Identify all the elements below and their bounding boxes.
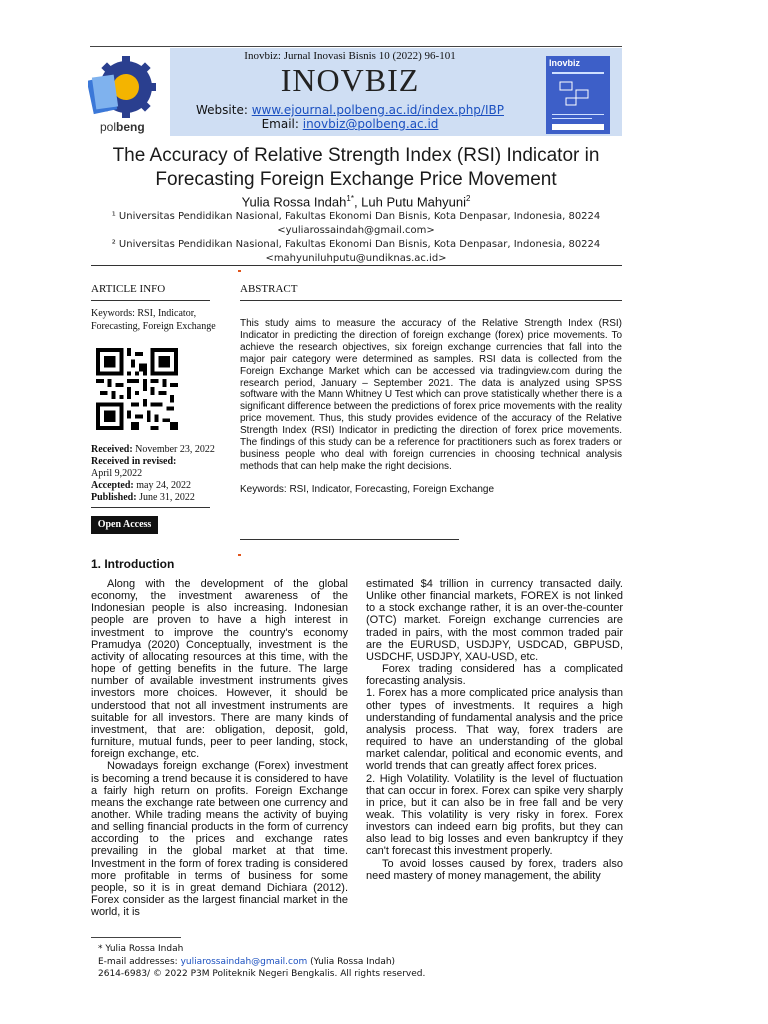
website-line: Website: www.ejournal.polbeng.ac.id/index.php/IBP — [196, 103, 504, 117]
abstract-bottom-rule — [240, 539, 459, 540]
footnote-author: * Yulia Rossa Indah — [98, 944, 184, 954]
paragraph: 1. Forex has a more complicated price analysis than other types of investments. It requires a high understanding of fundamental analysis and the price analysis process. That way, forex traders are required to have an understanding of the global market calendar, political and economic events, and world trends that can greatly affect forex prices. — [366, 687, 623, 773]
body-column-right — [366, 578, 623, 882]
footnote-email-link[interactable]: yuliarossaindah@gmail.com — [180, 957, 308, 967]
footnote-rule — [91, 937, 181, 938]
affiliation-1-email: <yuliarossaindah@gmail.com> — [277, 225, 435, 236]
section-heading-introduction: 1. Introduction — [91, 557, 175, 571]
dates-rule — [91, 507, 210, 508]
article-keywords: Keywords: RSI, Indicator, Forecasting, Foreign Exchange — [91, 308, 216, 332]
email-line: Email: inovbiz@polbeng.ac.id — [261, 117, 439, 131]
paragraph: 2. High Volatility. Volatility is the level of fluctuation that can occur in forex. Forex can spike very sharply in price, but it can also be in free fall and be very weak. This volatility is very risky in forex. Forex investors can indeed earn big profits, but they can also lead to big losses and even bankruptcy if they can't forecast this investment properly. — [366, 772, 623, 858]
open-access-badge: Open Access — [91, 516, 158, 534]
red-mark-2 — [238, 554, 241, 556]
qr-code-icon — [96, 348, 178, 430]
email-link[interactable]: inovbiz@polbeng.ac.id — [302, 117, 439, 131]
journal-brand: INOVBIZ — [280, 62, 420, 98]
article-dates: Received: November 23, 2022 Received in revised: April 9,2022 Accepted: may 24, 2022 Published: June 31, 2022 — [91, 444, 215, 503]
journal-citation: Inovbiz: Jurnal Inovasi Bisnis 10 (2022) 96-101 — [244, 50, 456, 62]
cover-title: Inovbiz — [549, 58, 580, 68]
footnote-email: E-mail addresses: yuliarossaindah@gmail.com (Yulia Rossa Indah) — [98, 957, 396, 967]
red-mark — [238, 270, 241, 272]
abstract-heading: ABSTRACT — [240, 283, 298, 295]
affiliation-1: ¹ Universitas Pendidikan Nasional, Fakultas Ekonomi Dan Bisnis, Kota Denpasar, Indonesia, 80224 — [111, 211, 601, 222]
paragraph: Forex trading considered has a complicated forecasting analysis. — [366, 663, 623, 688]
abstract-text: This study aims to measure the accuracy of the Relative Strength Index (RSI) Indicator in predicting the direction of foreign exchange (forex) price movements. To achieve the research objectives, six foreign exchange currencies that fall into the major pair category were determined as samples. RSI data is collected from the Foreign Exchange Market which can be accessed via tradingview.com during the research period, January – September 2021. The data is analyzed using SPSS software with the Mann Whitney U Test which can prove statistically whether there is a significant difference between the predictions of forex price movements with the reality price movement. Thus, this study provides evidence of the accuracy of the Relative Strength Index (RSI) Indicator in predicting the direction of forex price movements. The findings of this study can be a reference for practitioners such as forex traders or business people who deal with foreign currencies in choosing technical analysis methods that can help make the right decisions. — [240, 318, 622, 472]
body-column-left — [91, 578, 348, 918]
paragraph: Along with the development of the global economy, the investment awareness of the Indonesian people is also increasing. Indonesian people are proven to have a high interest in investment to improve the country's economy Pramudya (2020) Conceptually, investment is the activity of allocating resources at this time, with the hope of getting benefits in the future. The large number of available investment instruments gives investors more choices. However, it should be understood that not all investment instruments are suitable for all investors. There are many kinds of investment, that are: obligation, deposit, gold, furniture, mutual funds, peer to peer landing, stock, foreign exchange, etc. — [91, 578, 348, 761]
top-rule — [90, 46, 622, 47]
polbeng-logo-icon — [88, 54, 160, 120]
affiliation-2-email: <mahyuniluhputu@undiknas.ac.id> — [265, 253, 447, 264]
website-link[interactable]: www.ejournal.polbeng.ac.id/index.php/IBP — [251, 103, 504, 117]
footnote-copyright: 2614-6983/ © 2022 P3M Politeknik Negeri Bengkalis. All rights reserved. — [98, 969, 426, 979]
abstract-keywords: Keywords: RSI, Indicator, Forecasting, Foreign Exchange — [240, 484, 495, 495]
affiliation-2: ² Universitas Pendidikan Nasional, Fakultas Ekonomi Dan Bisnis, Kota Denpasar, Indonesia, 80224 — [111, 239, 601, 250]
title-rule — [91, 265, 622, 266]
paragraph: estimated $4 trillion in currency transacted daily. Unlike other financial markets, FOREX is not linked to a stock exchange rather, it is an over-the-counter (OTC) market. Foreign exchange currencies are traded in pairs, with the most common traded pair are the EURUSD, USDJPY, USDCAD, GBPUSD, USDCHF, USDJPY, XAU-USD, etc. — [366, 578, 623, 663]
logo-wordmark: polbeng — [100, 120, 145, 134]
author-line: Yulia Rossa Indah$^{1*}$, Luh Putu Mahyuni$^2$ — [241, 194, 471, 210]
article-info-rule — [91, 300, 210, 301]
paragraph: To avoid losses caused by forex, traders also need mastery of money management, the ability — [366, 857, 623, 882]
article-info-heading: ARTICLE INFO — [91, 283, 166, 295]
paper-title: The Accuracy of Relative Strength Index (RSI) Indicator in Forecasting Foreign Exchange Price Movement — [112, 145, 600, 190]
abstract-rule — [240, 300, 622, 301]
paragraph: Nowadays foreign exchange (Forex) investment is becoming a trend because it is considered to have a fairly high return on profits. Foreign Exchange means the exchange rate between one currency and another. While trading means the activity of buying and selling financial products in the form of currency according to the prices and exchange rates prevailing in the global market at that time. Investment in the form of forex trading is considered more profitable in terms of business for some people, so it is in great demand Dichiara (2012). Forex consider as the largest financial market in the world, it is — [91, 760, 348, 919]
